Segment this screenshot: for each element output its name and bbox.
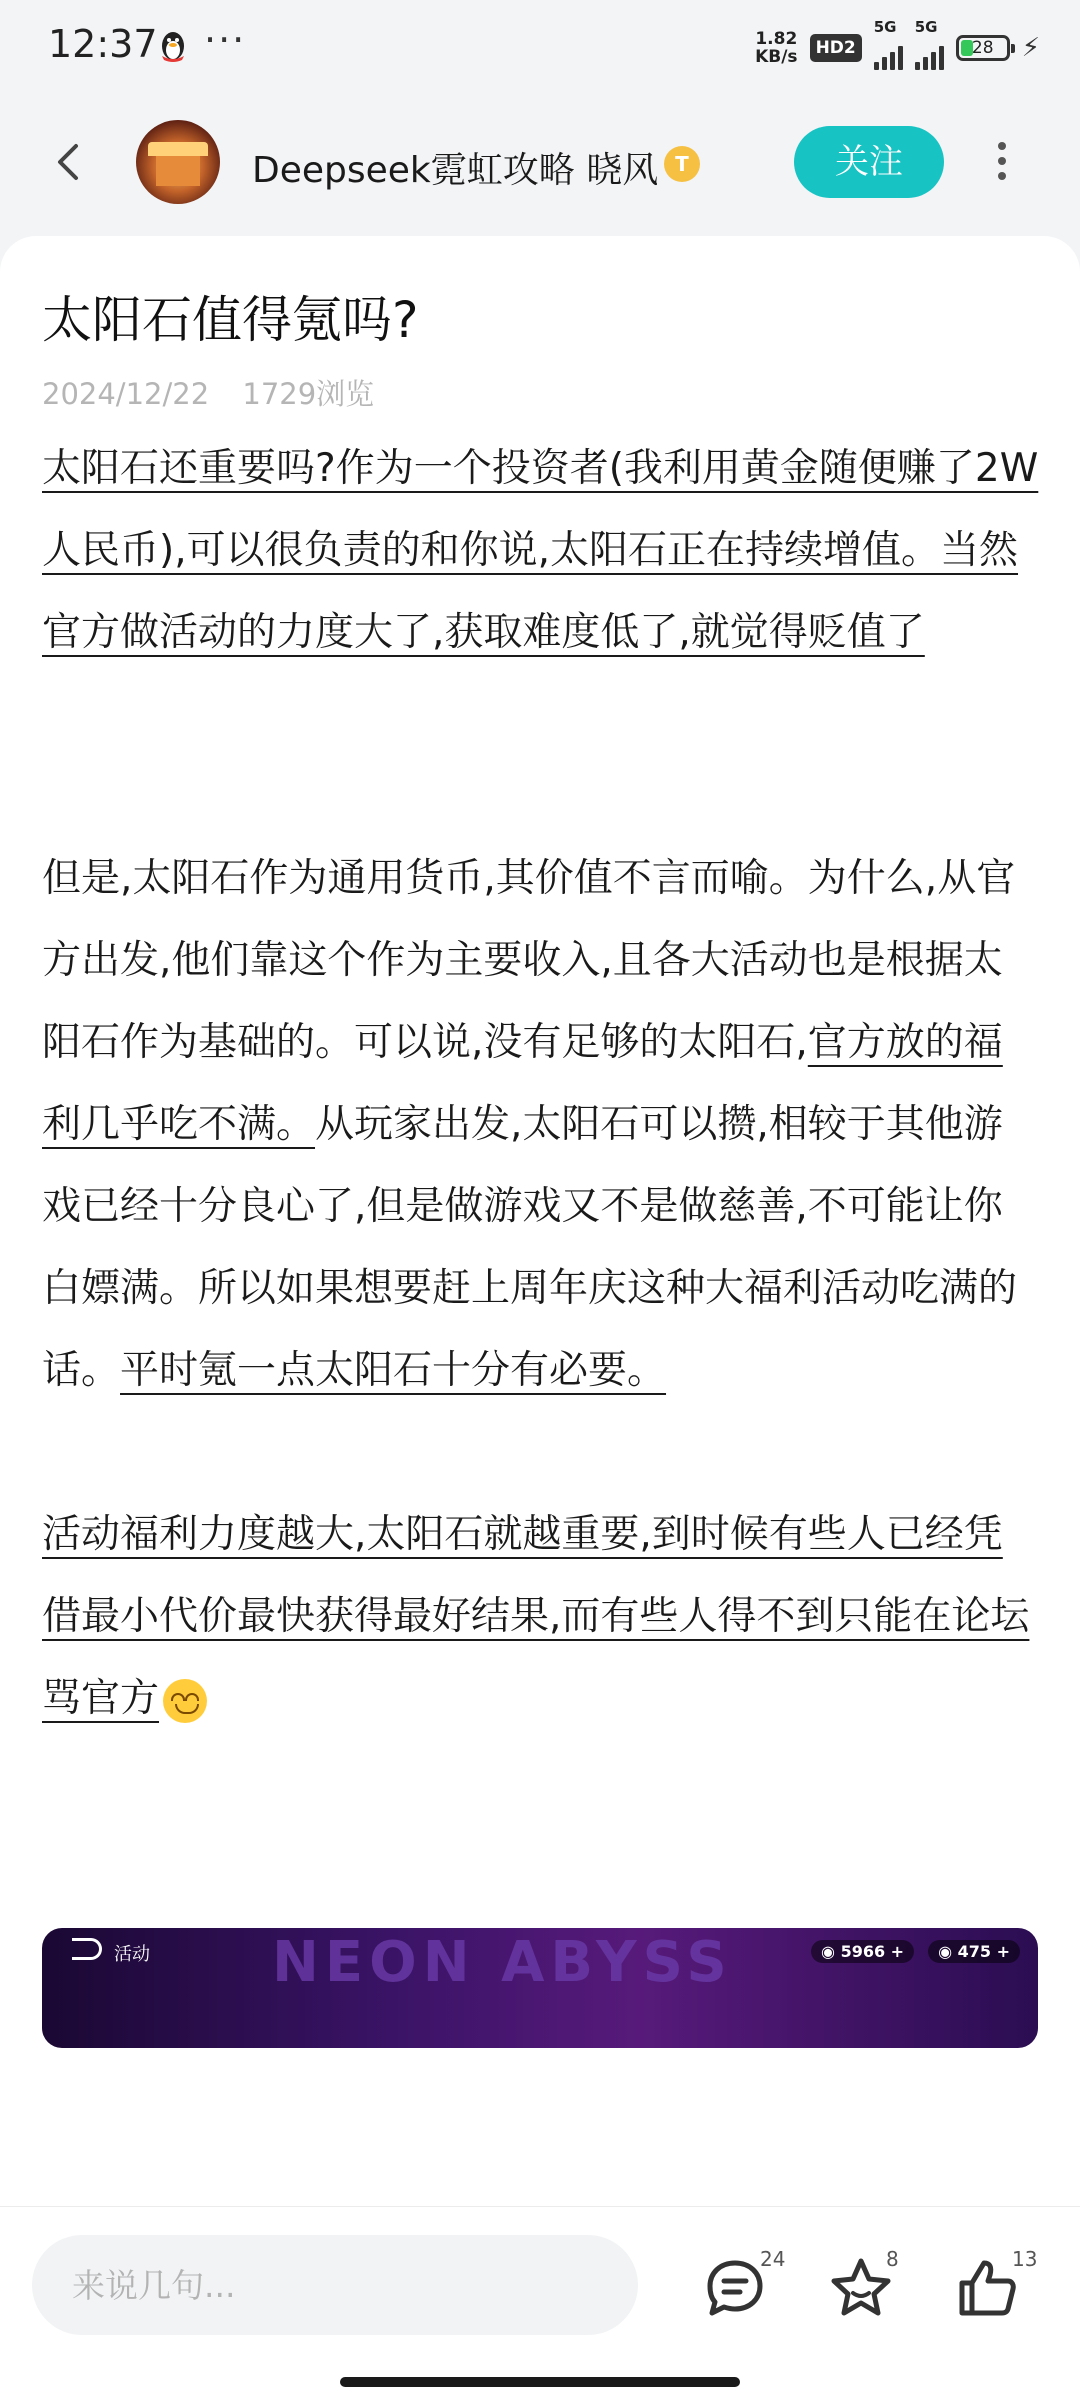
- status-more-dots: ···: [204, 18, 247, 62]
- author-name[interactable]: Deepseek霓虹攻略 晓风: [252, 150, 659, 191]
- paragraph-3-text: 活动福利力度越大,太阳石就越重要,到时候有些人已经凭借最小代价最快获得最好结果,而有些人得不到只能在论坛骂官方: [42, 1512, 1030, 1721]
- status-time: 12:37: [48, 22, 158, 66]
- post-views: 1729浏览: [242, 377, 375, 411]
- battery-icon: [956, 35, 1010, 61]
- status-bar: [0, 0, 1080, 96]
- paragraph-1-text: 太阳石还重要吗?作为一个投资者(我利用黄金随便赚了2W人民币),可以很负责的和你说,太阳石正在持续增值。当然官方做活动的力度大了,获取难度低了,就觉得贬值了: [42, 446, 1039, 655]
- follow-button[interactable]: 关注: [794, 126, 944, 198]
- signal-label-2: 5G: [914, 18, 938, 36]
- paragraph-3: [42, 1494, 1040, 1740]
- chevron-left-icon[interactable]: [40, 132, 100, 192]
- post-image[interactable]: [42, 1928, 1038, 2048]
- post-meta: [42, 372, 374, 413]
- status-indicators: [755, 18, 1040, 70]
- comment-count: 24: [760, 2247, 786, 2271]
- author-avatar[interactable]: [136, 120, 220, 204]
- currency-gold: ◉ 5966 +: [811, 1940, 914, 1963]
- favorite-count: 8: [886, 2247, 899, 2271]
- charging-icon: ⚡: [1021, 33, 1040, 63]
- signal-icon-2: [914, 18, 944, 70]
- post-content: [0, 236, 1080, 2206]
- vip-badge: T: [664, 146, 700, 182]
- banner-tab-label: 活动: [114, 1944, 150, 1965]
- comment-input[interactable]: [32, 2235, 638, 2335]
- home-indicator[interactable]: [340, 2377, 740, 2387]
- paragraph-2-text-c: 从玩家出发,太阳石可以攒,相较于其他游戏已经十分良心了,但是做游戏又不是做慈善,不可能让你白嫖满。所以如果想要赶上周年庆这种大福利活动吃满的话。: [42, 1102, 1018, 1393]
- smiling-face-emoji-icon: [163, 1679, 207, 1723]
- battery-percent: 28: [971, 38, 994, 58]
- like-count: 13: [1012, 2247, 1038, 2271]
- post-header: [0, 96, 1080, 236]
- more-vertical-icon[interactable]: [984, 142, 1020, 186]
- paragraph-2: [42, 838, 1040, 1412]
- game-logo-icon: [72, 1938, 102, 1960]
- hd-voice-badge: HD2: [810, 34, 862, 62]
- banner-currency: [811, 1940, 1020, 1963]
- signal-icon-1: [873, 18, 903, 70]
- paragraph-2-text-d: 平时氪一点太阳石十分有必要。: [120, 1348, 667, 1393]
- post-body: [42, 428, 1040, 1740]
- post-title: 太阳石值得氪吗?: [42, 291, 419, 349]
- paragraph-2-text-b: 官方放的福利几乎吃不满。: [42, 1020, 1003, 1147]
- network-speed: [755, 30, 797, 66]
- network-speed-value: 1.82: [755, 29, 798, 49]
- bottom-action-bar: [0, 2206, 1080, 2401]
- network-speed-unit: KB/s: [755, 47, 798, 67]
- post-date: 2024/12/22: [42, 377, 210, 411]
- paragraph-2-text-a: 但是,太阳石作为通用货币,其价值不言而喻。为什么,从官方出发,他们靠这个作为主要收入,且各大活动也是根据太阳石作为基础的。可以说,没有足够的太阳石,: [42, 856, 1016, 1065]
- signal-label-1: 5G: [873, 18, 897, 36]
- banner-title: NEON ABYSS: [272, 1930, 733, 1995]
- qq-penguin-icon: [158, 30, 188, 64]
- currency-gem: ◉ 475 +: [928, 1940, 1020, 1963]
- paragraph-1: [42, 428, 1040, 674]
